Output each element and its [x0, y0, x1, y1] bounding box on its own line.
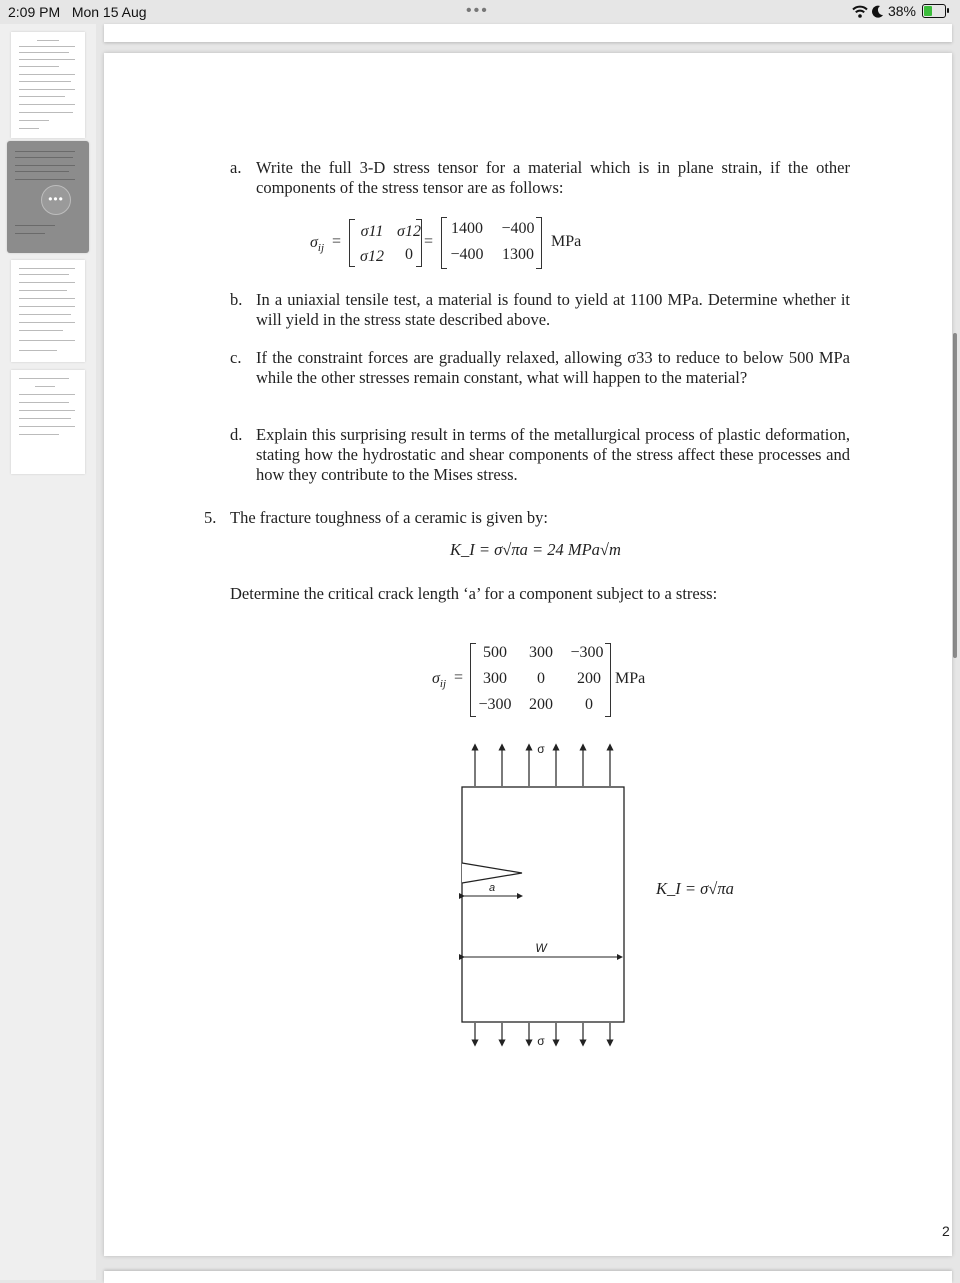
- num-matrix-cell: −400: [501, 220, 535, 237]
- q5-matrix-cell: 0: [585, 696, 593, 713]
- status-time: 2:09 PM Mon 15 Aug: [8, 4, 147, 20]
- q4-equals-1: =: [332, 233, 342, 250]
- edge-crack: [462, 863, 522, 883]
- battery-percent: 38%: [887, 3, 916, 19]
- sigma-top-label: σ: [537, 742, 545, 756]
- q5-matrix-cell: 300: [483, 670, 507, 687]
- document-page: [104, 53, 952, 1256]
- wifi-icon: [852, 5, 868, 18]
- plate-outline: [462, 787, 624, 1022]
- q4a-label: a.: [230, 158, 242, 177]
- q5-prompt: Determine the critical crack length ‘a’ for a component subject to a stress:: [230, 584, 718, 603]
- page-thumbnail-4[interactable]: [11, 370, 85, 474]
- thumbnail-sidebar: [0, 24, 96, 1280]
- sigma-bottom-label: σ: [537, 1034, 545, 1048]
- multitasking-dots-icon[interactable]: •••: [466, 2, 489, 19]
- q5-unit: MPa: [615, 670, 646, 687]
- q5-matrix-cell: 500: [483, 644, 507, 661]
- sym-matrix-cell: σ12: [397, 223, 421, 240]
- width-label: W: [535, 941, 547, 955]
- status-indicators: [852, 3, 946, 19]
- q4a-text: Write the full 3-D stress tensor for a material which is in plane strain, if the other components of the stress tensor are as follows:: [256, 158, 850, 197]
- page-number: 2: [942, 1223, 950, 1239]
- num-matrix-cell: −400: [450, 246, 484, 263]
- q5-matrix-cell: −300: [478, 696, 512, 713]
- scrollbar[interactable]: [953, 333, 957, 658]
- q5-matrix-cell: 200: [529, 696, 553, 713]
- q4d-label: d.: [230, 425, 243, 444]
- q5-sigma-ij: $\sigma_{ij}$: [432, 670, 447, 691]
- q4b-label: b.: [230, 290, 243, 309]
- q4c-text: If the constraint forces are gradually relaxed, allowing σ33 to reduce to below 500 MPa while the other stresses remain constant, what will happen to the material?: [256, 348, 850, 387]
- do-not-disturb-icon: [872, 5, 884, 18]
- q5-matrix-cell: 0: [537, 670, 545, 687]
- cracked-plate-diagram: [444, 733, 644, 1053]
- page-thumbnail-1[interactable]: [11, 32, 85, 138]
- q5-matrix-cell: 300: [529, 644, 553, 661]
- q5-number: 5.: [204, 508, 217, 527]
- q4-unit: MPa: [551, 233, 582, 250]
- q5-matrix-cell: 200: [577, 670, 601, 687]
- q5-formula: K_I = σ√πa = 24 MPa√m: [450, 540, 621, 559]
- sym-matrix-cell: σ11: [360, 223, 384, 240]
- page-thumbnail-3[interactable]: [11, 260, 85, 362]
- q5-equals: =: [454, 669, 464, 686]
- status-bar: [0, 0, 960, 24]
- q5-intro: The fracture toughness of a ceramic is given by:: [230, 508, 548, 527]
- num-matrix-cell: 1400: [451, 220, 483, 237]
- crack-length-label: a: [488, 882, 496, 894]
- next-page-edge: [104, 1271, 952, 1283]
- num-matrix-cell: 1300: [502, 246, 534, 263]
- q4c-label: c.: [230, 348, 242, 367]
- num-matrix-right-bracket: [536, 217, 542, 269]
- q4-sigma-ij: $\sigma_{ij}$: [310, 234, 325, 255]
- sym-matrix-right-bracket: [416, 219, 422, 267]
- sym-matrix-cell: 0: [405, 246, 413, 263]
- sym-matrix-cell: σ12: [360, 248, 384, 265]
- q4d-text: Explain this surprising result in terms of the metallurgical process of plastic deformation, stating how the hydrostatic and shear components of the stress affect these processes and how they contribute to the Mises stress.: [256, 425, 850, 484]
- q4-equals-2: =: [424, 233, 434, 250]
- q5-matrix-right-bracket: [605, 643, 611, 717]
- diagram-formula: K_I = σ√πa: [656, 879, 734, 898]
- q5-matrix-cell: −300: [570, 644, 604, 661]
- page-thumbnail-2-selected[interactable]: [7, 141, 89, 253]
- q4b-text: In a uniaxial tensile test, a material is found to yield at 1100 MPa. Determine whether it will yield in the stress state described above.: [256, 290, 850, 329]
- previous-page-edge: [104, 24, 952, 42]
- thumbnail-menu-button[interactable]: •••: [41, 185, 71, 215]
- battery-icon: [922, 4, 946, 18]
